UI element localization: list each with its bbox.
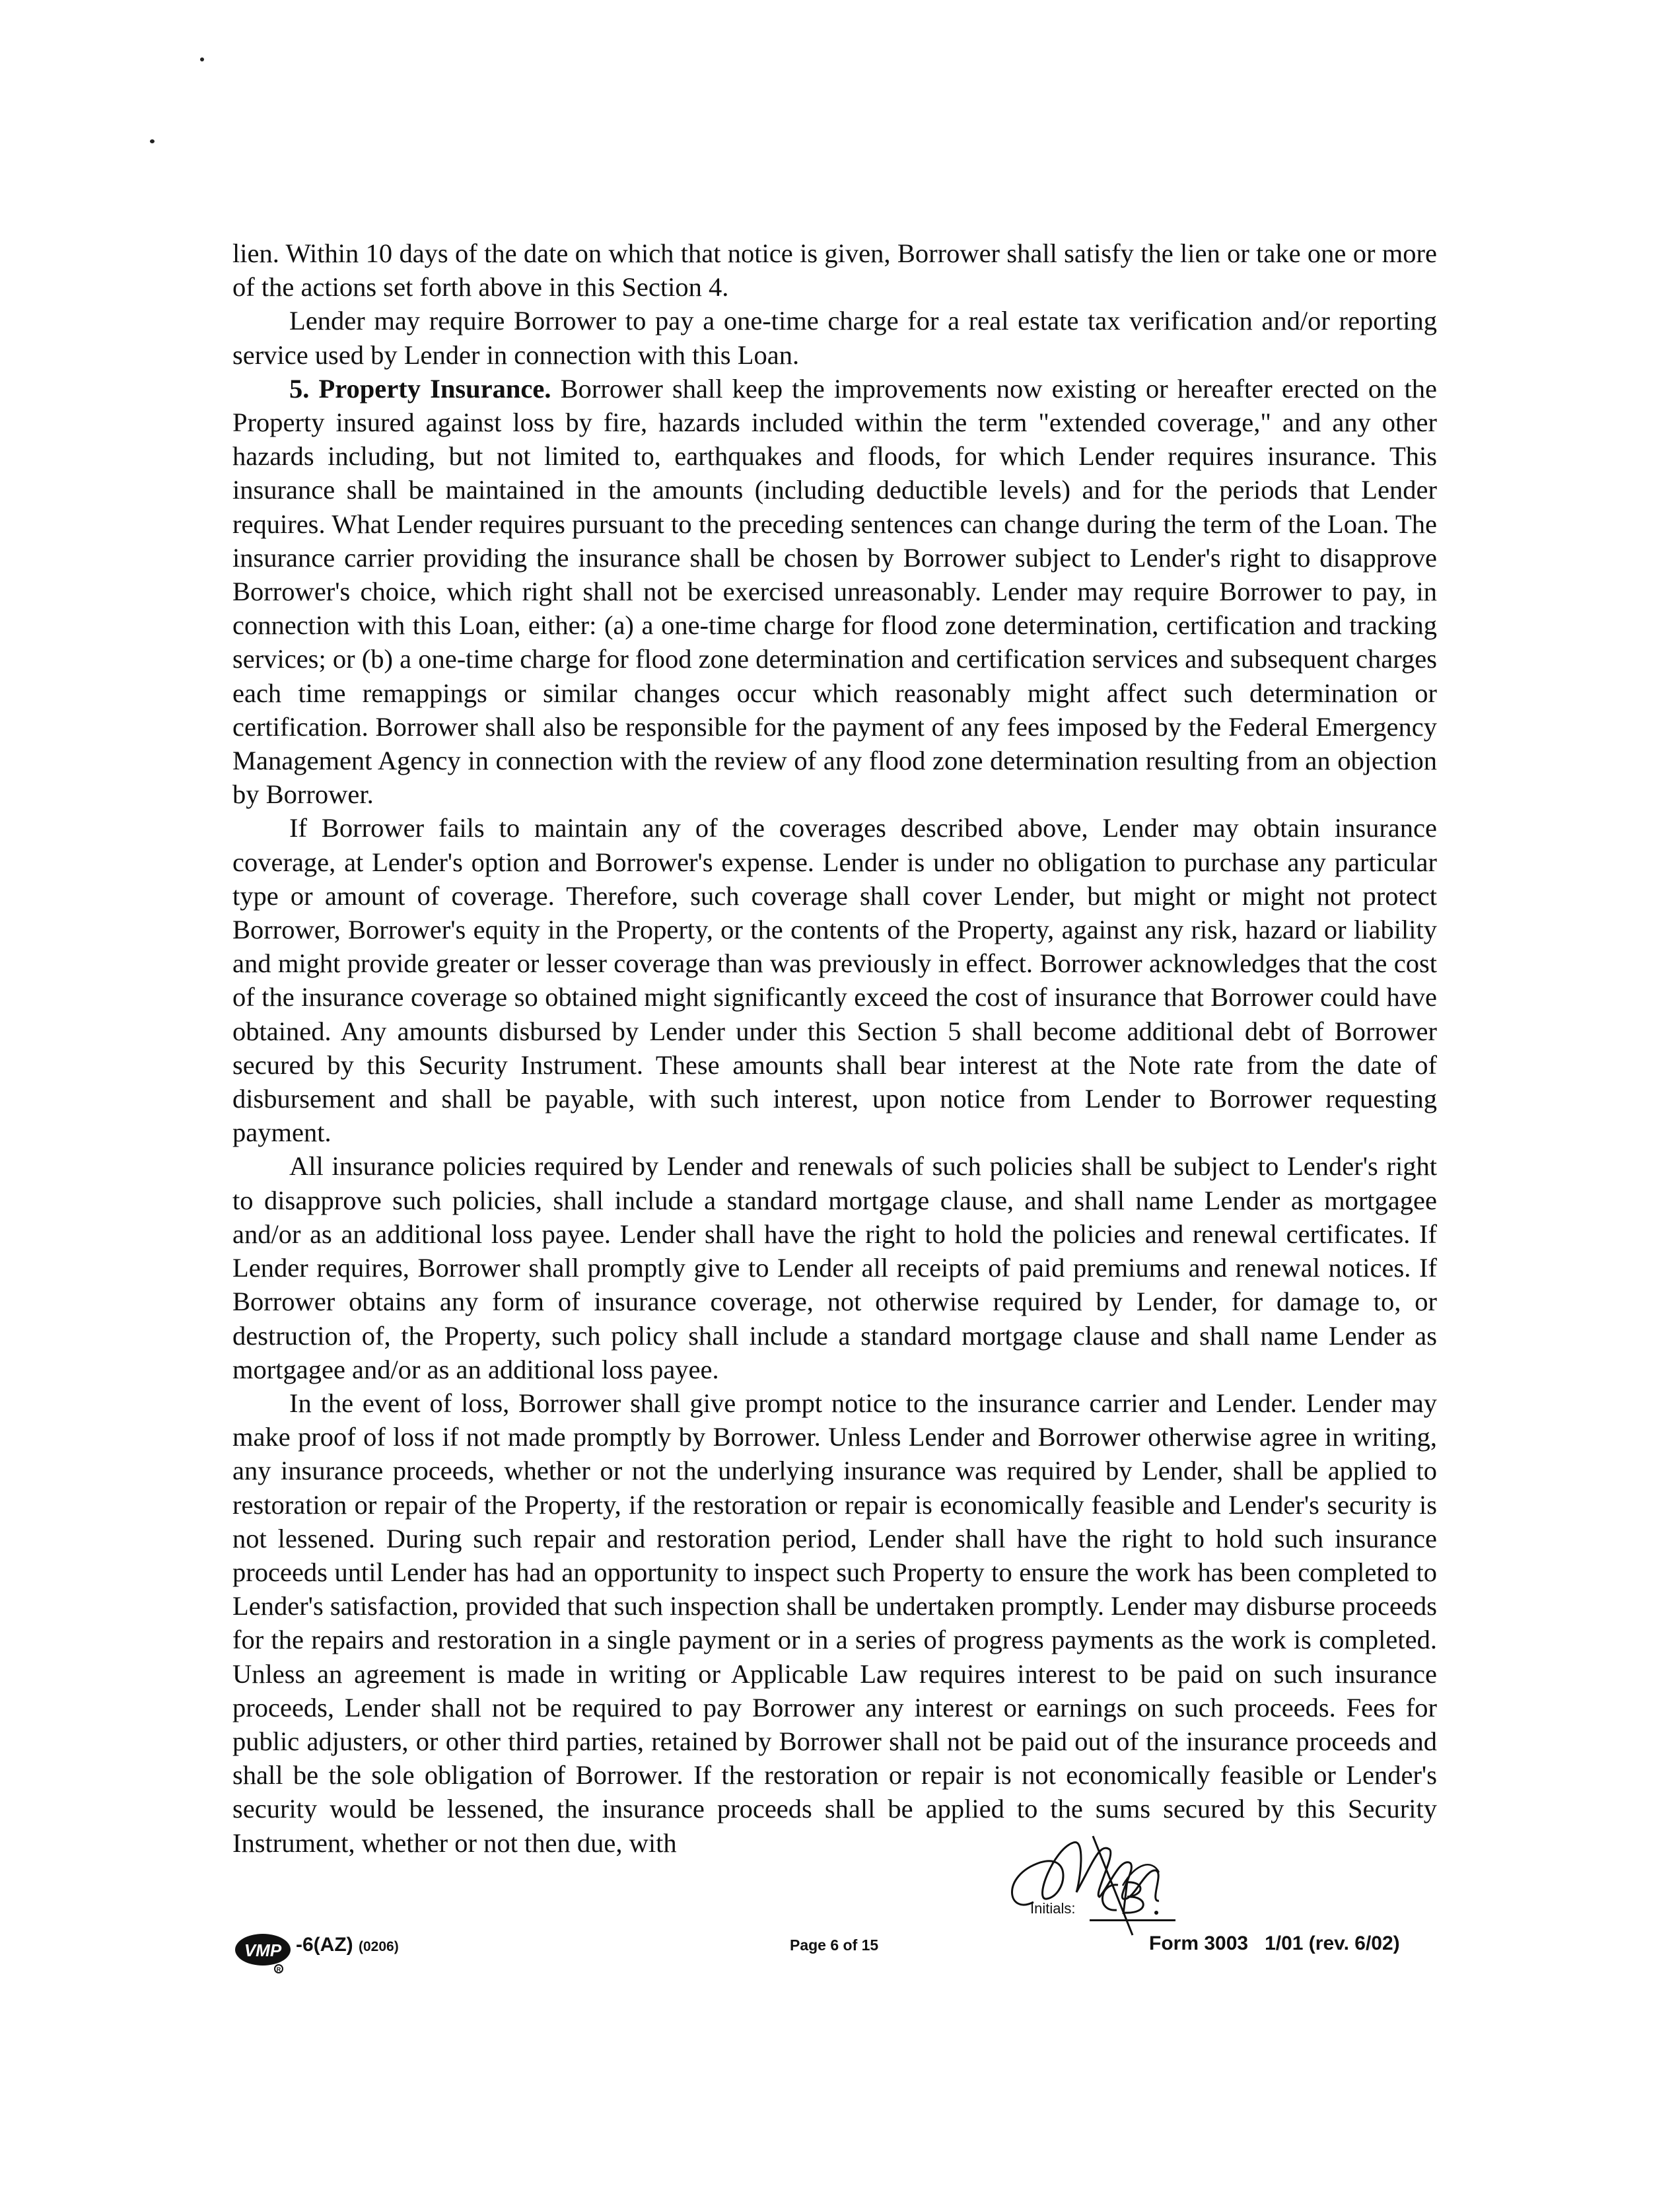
scan-speck xyxy=(200,57,204,61)
paragraph: If Borrower fails to maintain any of the coverages described above, Lender may obtain insurance coverage, at Lender's option and Borrower's expense. Lender is under no obligation to purchase any particular type or amount of coverage. Therefore, such coverage shall cover Lender, but might or might not protect Borrower, Borrower's equity in the Property, or the contents of the Property, against any risk, hazard or liability and might provide greater or lesser coverage than was previously in effect. Borrower acknowledges that the cost of the insurance coverage so obtained might significantly exceed the cost of insurance that Borrower could have obtained. Any amounts disbursed by Lender under this Section 5 shall become additional debt of Borrower secured by this Security Instrument. These amounts shall bear interest at the Note rate from the date of disbursement and shall be payable, with such interest, upon notice from Lender to Borrower requesting payment. xyxy=(232,813,1437,1148)
initials-handwriting xyxy=(1093,1876,1166,1919)
svg-text:R: R xyxy=(276,1966,281,1973)
form-code xyxy=(296,1934,399,1956)
initials-label: Initials: xyxy=(1030,1900,1076,1917)
paragraph: In the event of loss, Borrower shall give prompt notice to the insurance carrier and Lender. Lender may make proof of loss if not made promptly by Borrower. Unless Lender and Borrower otherwise agree in writing, any insurance proceeds, whether or not the underlying insurance was required by Lender, shall be applied to restoration or repair of the Property, if the restoration or repair is economically feasible and Lender's security is not lessened. During such repair and restoration period, Lender shall have the right to hold such insurance proceeds until Lender has had an opportunity to inspect such Property to ensure the work has been completed to Lender's satisfaction, provided that such inspection shall be undertaken promptly. Lender may disburse proceeds for the repairs and restoration in a single payment or in a series of progress payments as the work is completed. Unless an agreement is made in writing or Applicable Law requires interest to be paid on such insurance proceeds, Lender shall not be required to pay Borrower any interest or earnings on such proceeds. Fees for public adjusters, or other third parties, retained by Borrower shall not be paid out of the insurance proceeds and shall be the sole obligation of Borrower. If the restoration or repair is not economically feasible or Lender's security would be lessened, the insurance proceeds shall be applied to the sums secured by this Security Instrument, whether or not then due, with xyxy=(232,1388,1437,1858)
logo-text: VMP xyxy=(244,1940,282,1960)
initials-line xyxy=(1090,1919,1175,1921)
vmp-logo-icon xyxy=(234,1932,296,1973)
paragraph: All insurance policies required by Lender and renewals of such policies shall be subject to Lender's right to disapprove such policies, shall include a standard mortgage clause, and shall name Lender as mortgagee and/or as an additional loss payee. Lender shall have the right to hold the policies and renewal certificates. If Lender requires, Borrower shall promptly give to Lender all receipts of paid premiums and renewal notices. If Borrower obtains any form of insurance coverage, not otherwise required by Lender, for damage to, or destruction of, the Property, such policy shall include a standard mortgage clause and shall name Lender as mortgagee and/or as an additional loss payee. xyxy=(232,1151,1437,1384)
paragraph: Lender may require Borrower to pay a one-time charge for a real estate tax verification and/or reporting service used by Lender in connection with this Loan. xyxy=(232,306,1437,370)
form-version: (0206) xyxy=(359,1939,399,1954)
paragraph-property-insurance xyxy=(232,372,1437,812)
page-number: Page 6 of 15 xyxy=(790,1936,879,1954)
paragraph: lien. Within 10 days of the date on which that notice is given, Borrower shall satisfy the lien or take one or more of the actions set forth above in this Section 4. xyxy=(232,238,1437,302)
section-heading: 5. Property Insurance. xyxy=(289,373,551,404)
document-body xyxy=(232,236,1437,1860)
paragraph-text: Borrower shall keep the improvements now existing or hereafter erected on the Property insured against loss by fire, hazards included within the term "extended coverage," and any other hazards including, but not limited to, earthquakes and floods, for which Lender requires insurance. This insurance shall be maintained in the amounts (including deductible levels) and for the periods that Lender requires. What Lender requires pursuant to the preceding sentences can change during the term of the Loan. The insurance carrier providing the insurance shall be chosen by Borrower subject to Lender's right to disapprove Borrower's choice, which right shall not be exercised unreasonably. Lender may require Borrower to pay, in connection with this Loan, either: (a) a one-time charge for flood zone determination, certification and tracking services; or (b) a one-time charge for flood zone determination and certification services and subsequent charges each time remappings or similar changes occur which reasonably might affect such determination or certification. Borrower shall also be responsible for the payment of any fees imposed by the Federal Emergency Management Agency in connection with the review of any flood zone determination resulting from an objection by Borrower. xyxy=(232,373,1438,810)
form-name: Form 3003 1/01 (rev. 6/02) xyxy=(1149,1932,1400,1954)
scan-speck xyxy=(150,139,155,143)
form-code-text: -6(AZ) xyxy=(296,1934,353,1956)
